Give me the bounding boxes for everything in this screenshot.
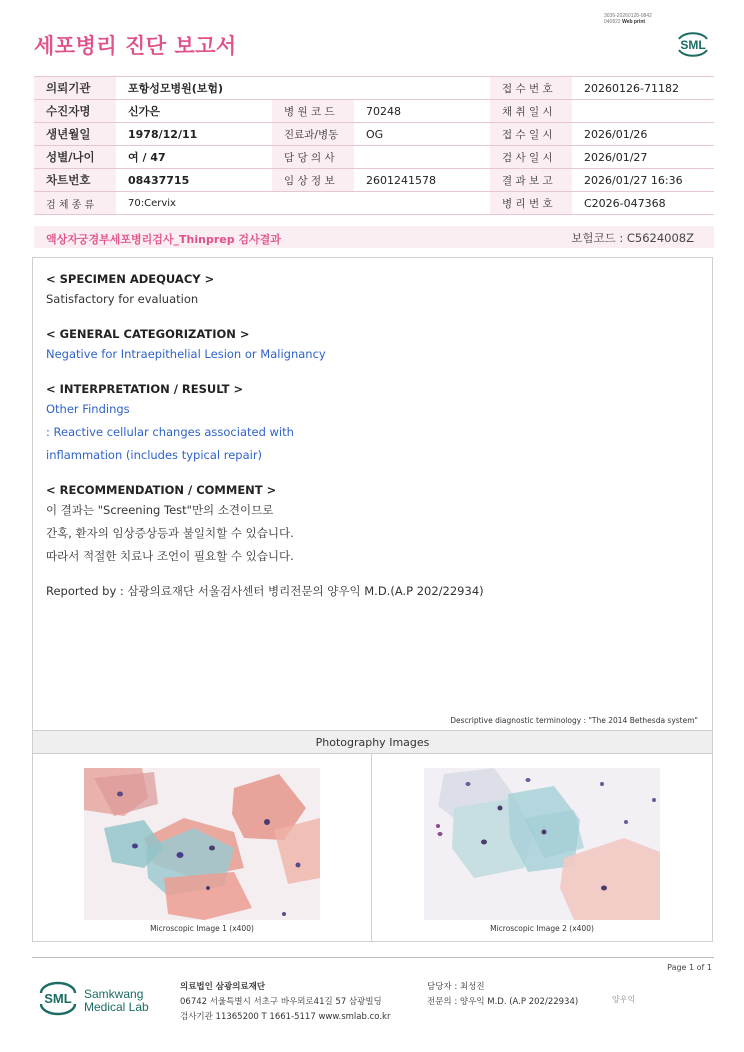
print-id (604, 13, 652, 25)
value-report-date: 2026/01/27 16:36 (572, 169, 714, 192)
result-body (46, 270, 696, 600)
label-birth-date: 생년월일 (34, 123, 116, 146)
value-clinical-info: 2601241578 (354, 169, 490, 192)
image-1-caption: Microscopic Image 1 (x400) (150, 924, 254, 933)
adequacy-text: Satisfactory for evaluation (46, 292, 199, 306)
info-row (34, 100, 714, 123)
print-tag: Web print (622, 19, 646, 25)
result-section (32, 257, 713, 942)
sml-logo-icon (674, 28, 712, 60)
sml-logo-icon (36, 980, 80, 1016)
info-row (34, 192, 714, 215)
label-sex-age: 성별/나이 (34, 146, 116, 169)
value-accession-number: 20260126-71182 (572, 77, 714, 100)
image-2-caption: Microscopic Image 2 (x400) (490, 924, 594, 933)
organization-info (180, 980, 390, 1025)
brand-name (84, 988, 149, 1014)
brand-line-1: Samkwang (84, 987, 144, 1001)
microscopic-image-1 (84, 768, 320, 920)
comment-line: 따라서 적절한 치료나 조언이 필요할 수 있습니다. (46, 549, 294, 563)
value-received-date: 2026/01/26 (572, 123, 714, 146)
label-department: 진료과/병동 (272, 123, 354, 146)
label-accession-number: 접 수 번 호 (490, 77, 572, 100)
logo-bottom-text: SML (44, 991, 72, 1006)
value-specimen-type: 70:Cervix (116, 192, 490, 215)
label-physician: 담 당 의 사 (272, 146, 354, 169)
info-row (34, 146, 714, 169)
value-pathology-number: C2026-047368 (572, 192, 714, 215)
value-requesting-org: 포항성모병원(보험) (116, 77, 490, 100)
label-hospital-code: 병 원 코 드 (272, 100, 354, 123)
microscopic-image-2 (424, 768, 660, 920)
reported-by: Reported by : 삼광의료재단 서울검사센터 병리전문의 양우익 M.D.(A.P 202/22934) (46, 584, 484, 598)
patient-info-table (34, 76, 714, 215)
comment-heading: < RECOMMENDATION / COMMENT > (46, 483, 277, 497)
document-title: 세포병리 진단 보고서 (34, 34, 237, 58)
photo-cell-1 (33, 754, 372, 941)
label-patient-name: 수진자명 (34, 100, 116, 123)
label-test-date: 검 사 일 시 (490, 146, 572, 169)
value-test-date: 2026/01/27 (572, 146, 714, 169)
value-sex-age: 여 / 47 (116, 146, 272, 169)
print-id-line2: 040822 (604, 19, 621, 25)
brand-line-2: Medical Lab (84, 1000, 149, 1014)
value-chart-number: 08437715 (116, 169, 272, 192)
specialist-signature: 양우익 (612, 995, 636, 1004)
label-pathology-number: 병 리 번 호 (490, 192, 572, 215)
photography-header: Photography Images (33, 730, 712, 754)
interpretation-heading: < INTERPRETATION / RESULT > (46, 382, 244, 396)
category-heading: < GENERAL CATEGORIZATION > (46, 327, 250, 341)
interpretation-line: : Reactive cellular changes associated with (46, 425, 294, 439)
org-address: 06742 서울특별시 서초구 바우뫼로41길 57 삼광빌딩 (180, 997, 382, 1007)
print-id-line1: 3036-20260128-0842 (604, 13, 652, 19)
value-collection-date (572, 100, 714, 123)
value-hospital-code: 70248 (354, 100, 490, 123)
label-requesting-org: 의뢰기관 (34, 77, 116, 100)
label-collection-date: 채 취 일 시 (490, 100, 572, 123)
photo-cell-2 (372, 754, 712, 941)
info-row (34, 77, 714, 100)
comment-line: 간혹, 환자의 임상증상등과 불일치할 수 있습니다. (46, 526, 294, 540)
org-contact: 검사기관 11365200 T 1661-5117 www.smlab.co.kr (180, 1012, 391, 1022)
test-title-bar (34, 226, 714, 248)
logo-top-text: SML (680, 38, 706, 52)
terminology-note: Descriptive diagnostic terminology : "The 2014 Bethesda system" (450, 716, 698, 725)
info-row (34, 123, 714, 146)
label-clinical-info: 임 상 정 보 (272, 169, 354, 192)
value-department: OG (354, 123, 490, 146)
value-physician (354, 146, 490, 169)
org-name: 의료법인 삼광의료재단 (180, 982, 266, 992)
label-specimen-type: 검 체 종 류 (34, 192, 116, 215)
category-text: Negative for Intraepithelial Lesion or Malignancy (46, 347, 326, 361)
label-report-date: 결 과 보 고 (490, 169, 572, 192)
insurance-code: 보험코드 : C5624008Z (571, 231, 694, 245)
test-name: 액상자궁경부세포병리검사_Thinprep 검사결과 (46, 233, 281, 246)
value-patient-name: 신가은 (116, 100, 272, 123)
info-row (34, 169, 714, 192)
specialist: 전문의 : 양우익 M.D. (A.P 202/22934) (427, 997, 579, 1007)
adequacy-heading: < SPECIMEN ADEQUACY > (46, 272, 215, 286)
footer-divider (32, 957, 714, 958)
staff-in-charge: 담당자 : 최성진 (427, 982, 485, 992)
label-received-date: 접 수 일 시 (490, 123, 572, 146)
interpretation-line: Other Findings (46, 402, 130, 416)
comment-line: 이 결과는 "Screening Test"만의 소견이므로 (46, 503, 274, 517)
page-number: Page 1 of 1 (667, 963, 712, 972)
staff-info (427, 980, 578, 1010)
value-birth-date: 1978/12/11 (116, 123, 272, 146)
label-chart-number: 차트번호 (34, 169, 116, 192)
interpretation-line: inflammation (includes typical repair) (46, 448, 263, 462)
